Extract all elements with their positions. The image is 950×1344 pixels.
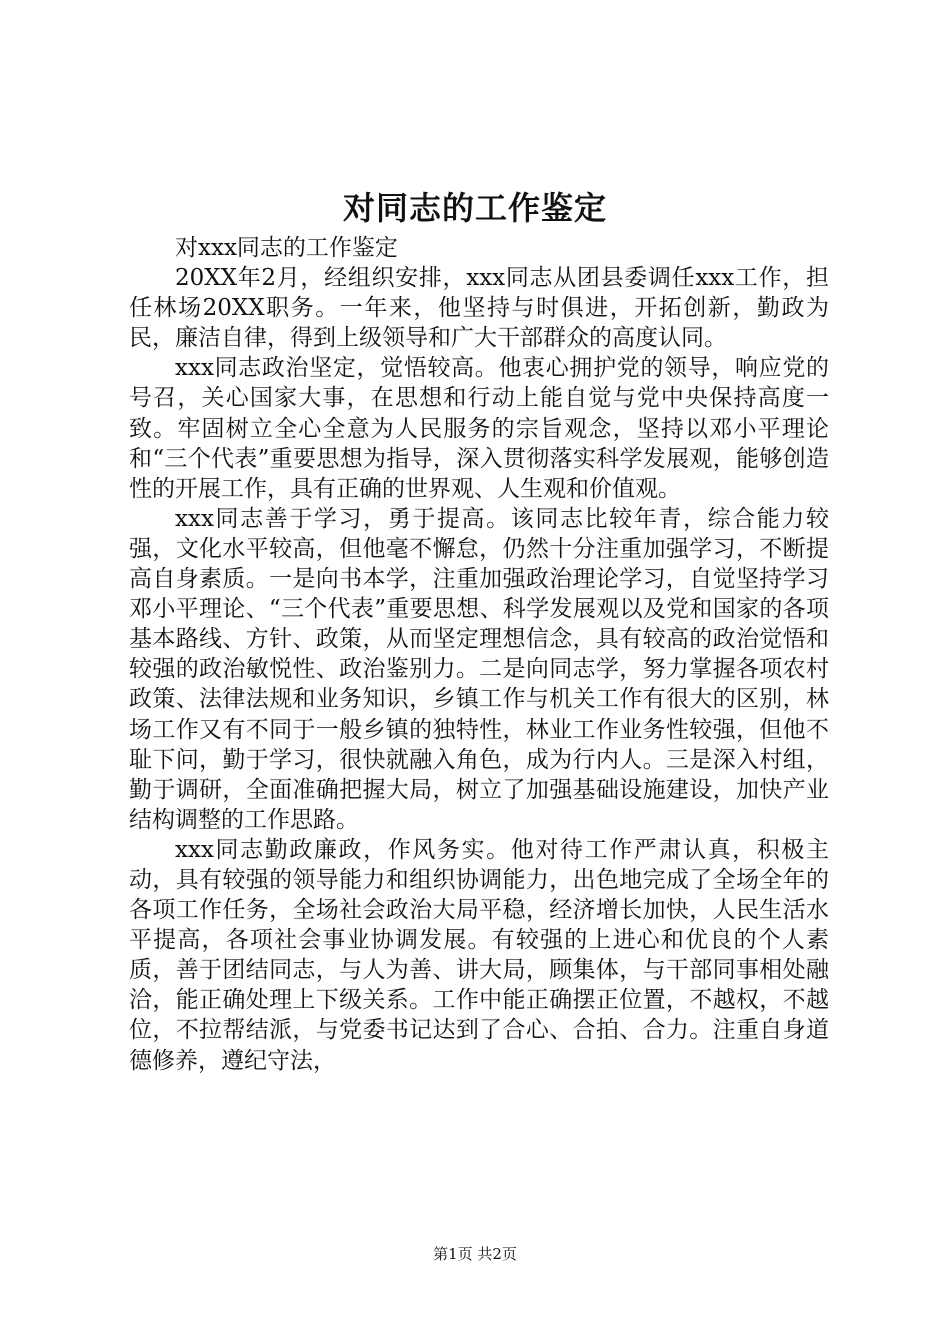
- paragraph-learning: xxx同志善于学习，勇于提高。该同志比较年青，综合能力较强，文化水平较高，但他毫不懈怠，仍然十分注重加强学习，不断提高自身素质。一是向书本学，注重加强政治理论学习，自觉坚持学习邓小平理论、“三个代表”重要思想、科学发展观以及党和国家的各项基本路线、方针、政策，从而坚定理想信念，具有较高的政治觉悟和较强的政治敏悦性、政治鉴别力。二是向同志学，努力掌握各项农村政策、法律法规和业务知识，乡镇工作与机关工作有很大的区别，林场工作又有不同于一般乡镇的独特性，林业工作业务性较强，但他不耻下问，勤于学习，很快就融入角色，成为行内人。三是深入村组，勤于调研，全面准确把握大局，树立了加强基础设施建设，加快产业结构调整的工作思路。: [129, 505, 829, 833]
- document-title: 对同志的工作鉴定: [342, 189, 607, 227]
- document-body: [129, 233, 829, 1076]
- paragraph-diligence: xxx同志勤政廉政，作风务实。他对待工作严肃认真，积极主动，具有较强的领导能力和组织协调能力，出色地完成了全场全年的各项工作任务，全场社会政治大局平稳，经济增长加快，人民生活水平提高，各项社会事业协调发展。有较强的上进心和优良的个人素质，善于团结同志，与人为善、讲大局，顾集体，与干部同事相处融洽，能正确处理上下级关系。工作中能正确摆正位置，不越权，不越位，不拉帮结派，与党委书记达到了合心、合拍、合力。注重自身道德修养，遵纪守法，: [129, 836, 829, 1074]
- paragraph-heading: 对xxx同志的工作鉴定: [175, 235, 398, 261]
- paragraph-political: xxx同志政治坚定，觉悟较高。他衷心拥护党的领导，响应党的号召，关心国家大事，在思想和行动上能自觉与党中央保持高度一致。牢固树立全心全意为人民服务的宗旨观念，坚持以邓小平理论和“三个代表”重要思想为指导，深入贯彻落实科学发展观，能够创造性的开展工作，具有正确的世界观、人生观和价值观。: [129, 355, 829, 502]
- paragraph-intro: 20XX年2月，经组织安排，xxx同志从团县委调任xxx工作，担任林场20XX职务。一年来，他坚持与时俱进，开拓创新，勤政为民，廉洁自律，得到上级领导和广大干部群众的高度认同。: [129, 265, 829, 352]
- page-number-footer: 第1页 共2页: [433, 1245, 517, 1263]
